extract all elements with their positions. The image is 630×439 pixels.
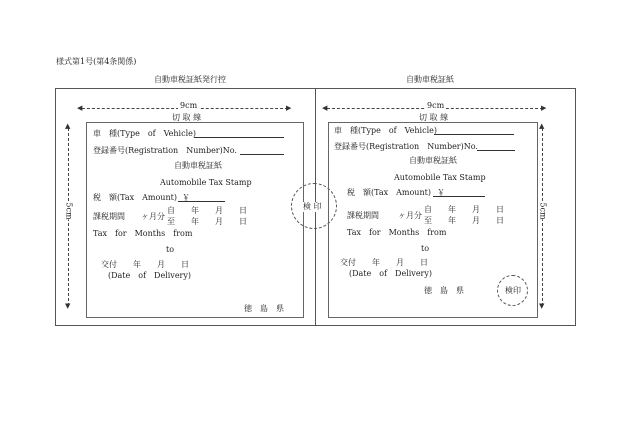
right-months-label: ヶ月分 xyxy=(398,211,422,220)
arrow-up-icon: ▲ xyxy=(65,122,71,130)
right-cut-line-label: 切 取 線 xyxy=(419,113,449,122)
right-period-from: 自 年 月 日 xyxy=(424,205,504,214)
right-tax-for-months: Tax for Months from xyxy=(347,228,447,237)
right-title-en: Automobile Tax Stamp xyxy=(394,173,486,182)
right-title-jp: 自動車税証紙 xyxy=(409,156,457,165)
right-seal-text: 検印 xyxy=(505,286,521,295)
form-number: 様式第1号(第4条関係) xyxy=(56,57,137,66)
left-tax-amount-underline xyxy=(178,201,225,202)
left-registration-label: 登録番号(Registration Number)No. xyxy=(93,146,237,155)
left-section-header: 自動車税証紙発行控 xyxy=(154,75,226,84)
left-vehicle-type-underline xyxy=(194,137,284,138)
left-registration-underline xyxy=(240,154,284,155)
right-vehicle-type-label: 車 種(Type of Vehicle) xyxy=(334,126,437,135)
right-width-label: 9cm xyxy=(427,101,445,110)
arrow-down-icon: ▼ xyxy=(65,302,71,310)
right-registration-label: 登録番号(Registration Number)No. xyxy=(334,142,478,151)
arrow-up-icon: ▲ xyxy=(539,122,545,130)
left-yen-sign: ￥ xyxy=(182,193,190,202)
right-period-label: 課税期間 xyxy=(347,211,379,220)
left-months-label: ヶ月分 xyxy=(141,212,165,221)
left-delivery-jp: 交付 年 月 日 xyxy=(101,260,189,269)
left-vehicle-type-label: 車 種(Type of Vehicle) xyxy=(93,129,196,138)
right-vehicle-type-underline xyxy=(434,134,514,135)
left-to-word: to xyxy=(166,245,175,254)
right-tax-amount-label: 税 額(Tax Amount) xyxy=(347,188,431,197)
right-prefecture: 徳 島 県 xyxy=(424,286,464,295)
left-period-label: 課税期間 xyxy=(93,212,125,221)
right-delivery-en: (Date of Delivery) xyxy=(349,269,433,278)
left-title-jp: 自動車税証紙 xyxy=(174,161,222,170)
center-seal-text: 検 印 xyxy=(303,202,322,211)
left-height-label: 5cm xyxy=(64,202,74,220)
right-to-word: to xyxy=(421,244,430,253)
right-period-to: 至 年 月 日 xyxy=(424,216,504,225)
left-tax-amount-label: 税 額(Tax Amount) xyxy=(93,193,177,202)
arrow-right-icon: ▶ xyxy=(286,104,292,112)
right-section-header: 自動車税証紙 xyxy=(406,75,454,84)
left-tax-for-months: Tax for Months from xyxy=(93,229,193,238)
arrow-left-icon: ◀ xyxy=(322,104,328,112)
right-registration-underline xyxy=(477,150,515,151)
left-width-label: 9cm xyxy=(180,101,198,110)
right-tax-amount-underline xyxy=(433,196,485,197)
left-prefecture: 徳 島 県 xyxy=(244,304,284,313)
right-delivery-jp: 交付 年 月 日 xyxy=(340,258,428,267)
left-delivery-en: (Date of Delivery) xyxy=(108,271,192,280)
right-height-label: 5cm xyxy=(538,202,548,220)
arrow-left-icon: ◀ xyxy=(77,104,83,112)
arrow-down-icon: ▼ xyxy=(539,302,545,310)
arrow-right-icon: ▶ xyxy=(541,104,547,112)
left-title-en: Automobile Tax Stamp xyxy=(160,178,252,187)
left-period-to: 至 年 月 日 xyxy=(167,217,247,226)
left-cut-line-label: 切 取 線 xyxy=(172,113,202,122)
left-period-from: 自 年 月 日 xyxy=(167,206,247,215)
right-yen-sign: ￥ xyxy=(437,188,445,197)
